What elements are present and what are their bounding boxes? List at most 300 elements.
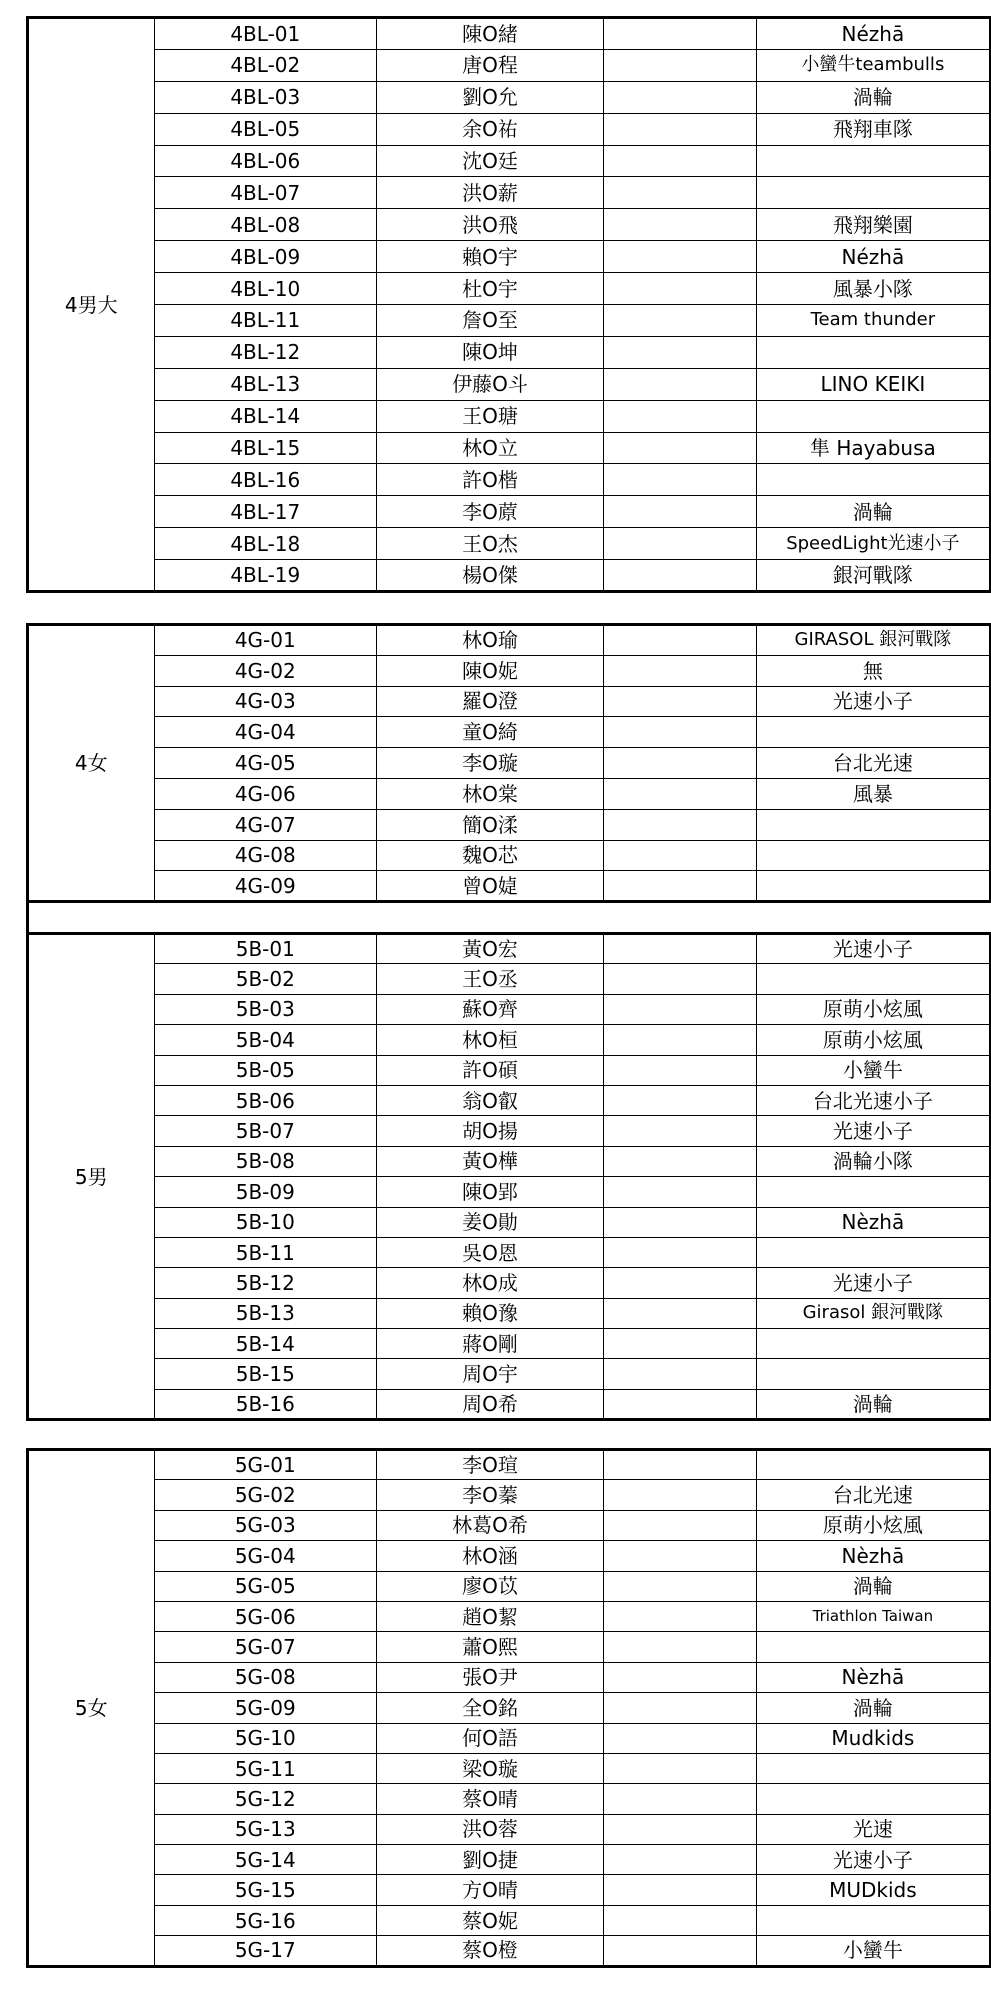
group-table [26,932,991,1421]
team-name: 光速小子 [756,1845,990,1875]
athlete-name: 林O成 [376,1268,603,1298]
athlete-name: 洪O薪 [376,177,603,209]
bib-number: 4BL-18 [154,528,376,560]
blank-cell [604,1723,757,1753]
athlete-name: 王O丞 [376,964,603,994]
athlete-name: 翁O叡 [376,1085,603,1115]
table-row [28,1237,991,1267]
blank-cell [604,871,757,902]
bib-number: 5B-15 [154,1359,376,1389]
bib-number: 5B-14 [154,1329,376,1359]
blank-cell [604,1237,757,1267]
athlete-name: 魏O芯 [376,840,603,871]
blank-cell [604,748,757,779]
table-row [28,81,991,113]
bib-number: 5B-04 [154,1025,376,1055]
table-row [28,1450,991,1480]
bib-number: 4G-08 [154,840,376,871]
bib-number: 5B-11 [154,1237,376,1267]
bib-number: 5B-16 [154,1389,376,1419]
bib-number: 5G-12 [154,1784,376,1814]
team-name [756,1450,990,1480]
athlete-name: 洪O飛 [376,209,603,241]
bib-number: 5G-07 [154,1632,376,1662]
bib-number: 5B-06 [154,1085,376,1115]
blank-cell [604,778,757,809]
team-name: MUDkids [756,1875,990,1905]
athlete-name: 陳O郢 [376,1177,603,1207]
bib-number: 5B-02 [154,964,376,994]
table-row [28,1753,991,1783]
team-name: Nèzhā [756,1207,990,1237]
table-row [28,113,991,145]
athlete-name: 林O涵 [376,1541,603,1571]
table-row [28,336,991,368]
bib-number: 4G-03 [154,686,376,717]
table-row [28,1480,991,1510]
blank-cell [604,273,757,305]
athlete-name: 方O晴 [376,1875,603,1905]
table-row [28,1055,991,1085]
team-name [756,1177,990,1207]
blank-cell [604,1905,757,1935]
team-name: 小蠻牛 [756,1055,990,1085]
team-name [756,400,990,432]
team-name: 風暴 [756,778,990,809]
athlete-name: 唐O程 [376,49,603,81]
team-name [756,717,990,748]
table-row [28,1784,991,1814]
table-row [28,1571,991,1601]
group-label: 5女 [28,1450,155,1967]
team-name: 渦輪 [756,1389,990,1419]
team-name: 台北光速 [756,748,990,779]
bib-number: 5B-03 [154,994,376,1024]
blank-cell [604,432,757,464]
blank-cell [604,1632,757,1662]
athlete-name: 廖O苡 [376,1571,603,1601]
team-name: 飛翔車隊 [756,113,990,145]
athlete-name: 羅O澄 [376,686,603,717]
bib-number: 4BL-10 [154,273,376,305]
blank-cell [604,49,757,81]
team-name [756,1753,990,1783]
athlete-name: 余O祐 [376,113,603,145]
bib-number: 4G-06 [154,778,376,809]
table-row [28,686,991,717]
team-name: 無 [756,655,990,686]
table-row [28,560,991,592]
athlete-name: 張O尹 [376,1662,603,1692]
athlete-name: 詹O至 [376,305,603,337]
athlete-name: 李O璇 [376,748,603,779]
athlete-name: 胡O揚 [376,1116,603,1146]
table-row [28,1116,991,1146]
athlete-name: 王O杰 [376,528,603,560]
team-name [756,1359,990,1389]
table-row [28,1298,991,1328]
athlete-name: 陳O緒 [376,18,603,50]
team-name [756,464,990,496]
table-row [28,145,991,177]
team-name: Team thunder [756,305,990,337]
bib-number: 4BL-17 [154,496,376,528]
bib-number: 5B-13 [154,1298,376,1328]
blank-cell [604,625,757,656]
table-row [28,840,991,871]
table-row [28,1601,991,1631]
team-name: 渦輪 [756,496,990,528]
athlete-name: 何O語 [376,1723,603,1753]
athlete-name: 林O桓 [376,1025,603,1055]
athlete-name: 王O瑭 [376,400,603,432]
bib-number: 5G-04 [154,1541,376,1571]
blank-cell [604,336,757,368]
bib-number: 4BL-06 [154,145,376,177]
athlete-name: 童O綺 [376,717,603,748]
blank-cell [604,1480,757,1510]
team-name: 原萌小炫風 [756,1025,990,1055]
athlete-name: 許O碩 [376,1055,603,1085]
table-row [28,1389,991,1419]
athlete-name: 蘇O齊 [376,994,603,1024]
table-row [28,18,991,50]
team-name: Nézhā [756,241,990,273]
bib-number: 5B-07 [154,1116,376,1146]
blank-cell [604,1177,757,1207]
table-row [28,717,991,748]
team-name: LINO KEIKI [756,368,990,400]
blank-cell [604,1662,757,1692]
bib-number: 5G-06 [154,1601,376,1631]
blank-cell [604,81,757,113]
blank-cell [604,994,757,1024]
bib-number: 4BL-11 [154,305,376,337]
bib-number: 5G-11 [154,1753,376,1783]
blank-cell [604,209,757,241]
team-name: 台北光速 [756,1480,990,1510]
athlete-name: 曾O媫 [376,871,603,902]
athlete-name: 李O蓁 [376,1480,603,1510]
bib-number: 5G-13 [154,1814,376,1844]
blank-cell [604,241,757,273]
table-row [28,1146,991,1176]
athlete-name: 黃O樺 [376,1146,603,1176]
athlete-name: 蔡O妮 [376,1905,603,1935]
team-name: 銀河戰隊 [756,560,990,592]
athlete-name: 蔡O晴 [376,1784,603,1814]
table-row [28,1207,991,1237]
bib-number: 5G-17 [154,1936,376,1966]
bib-number: 5G-10 [154,1723,376,1753]
team-name [756,1329,990,1359]
blank-cell [604,1389,757,1419]
bib-number: 5G-05 [154,1571,376,1601]
table-row [28,1268,991,1298]
team-name: 飛翔樂園 [756,209,990,241]
team-name [756,177,990,209]
blank-cell [604,1571,757,1601]
blank-cell [604,305,757,337]
table-row [28,241,991,273]
blank-cell [604,1541,757,1571]
athlete-name: 周O宇 [376,1359,603,1389]
blank-cell [604,18,757,50]
blank-cell [604,400,757,432]
blank-cell [604,809,757,840]
athlete-name: 李O蒝 [376,496,603,528]
team-name: SpeedLight光速小子 [756,528,990,560]
table-row [28,209,991,241]
athlete-name: 劉O捷 [376,1845,603,1875]
table-row [28,809,991,840]
table-row [28,1329,991,1359]
table-row [28,871,991,902]
athlete-name: 楊O傑 [376,560,603,592]
athlete-name: 蔡O橙 [376,1936,603,1966]
table-row [28,1085,991,1115]
bib-number: 5B-05 [154,1055,376,1085]
blank-cell [604,1359,757,1389]
table-row [28,778,991,809]
athlete-name: 趙O絜 [376,1601,603,1631]
group-label: 5男 [28,934,155,1420]
blank-cell [604,496,757,528]
team-name: Nèzhā [756,1662,990,1692]
team-name: 渦輪 [756,1571,990,1601]
athlete-name: 梁O璇 [376,1753,603,1783]
table-row [28,1814,991,1844]
separator-line [26,899,29,933]
team-name [756,809,990,840]
table-row [28,1177,991,1207]
team-name [756,1237,990,1267]
blank-cell [604,1845,757,1875]
table-row [28,496,991,528]
bib-number: 4BL-05 [154,113,376,145]
blank-cell [604,1298,757,1328]
blank-cell [604,1875,757,1905]
athlete-name: 蔣O剛 [376,1329,603,1359]
bib-number: 4G-05 [154,748,376,779]
table-row [28,1359,991,1389]
blank-cell [604,113,757,145]
bib-number: 5G-14 [154,1845,376,1875]
bib-number: 4BL-19 [154,560,376,592]
bib-number: 4BL-16 [154,464,376,496]
blank-cell [604,1207,757,1237]
bib-number: 4G-01 [154,625,376,656]
athlete-name: 全O銘 [376,1693,603,1723]
team-name: 原萌小炫風 [756,994,990,1024]
bib-number: 4BL-12 [154,336,376,368]
table-row [28,1025,991,1055]
group-table [26,1448,991,1968]
table-row [28,368,991,400]
group-label: 4男大 [28,18,155,592]
athlete-name: 林O棠 [376,778,603,809]
group-table [26,623,991,903]
athlete-name: 許O楷 [376,464,603,496]
team-name [756,1784,990,1814]
blank-cell [604,560,757,592]
table-row [28,655,991,686]
team-name [756,871,990,902]
bib-number: 4BL-15 [154,432,376,464]
team-name: 光速 [756,1814,990,1844]
blank-cell [604,528,757,560]
athlete-name: 李O瑄 [376,1450,603,1480]
bib-number: 5G-02 [154,1480,376,1510]
bib-number: 5G-08 [154,1662,376,1692]
athlete-name: 林O立 [376,432,603,464]
team-name: 小蠻牛teambulls [756,49,990,81]
blank-cell [604,1450,757,1480]
bib-number: 4G-09 [154,871,376,902]
bib-number: 4BL-07 [154,177,376,209]
team-name [756,1632,990,1662]
group-label: 4女 [28,625,155,902]
blank-cell [604,1116,757,1146]
blank-cell [604,464,757,496]
bib-number: 4BL-13 [154,368,376,400]
bib-number: 5G-01 [154,1450,376,1480]
table-row [28,1845,991,1875]
table-row [28,1632,991,1662]
blank-cell [604,1814,757,1844]
bib-number: 5B-01 [154,934,376,964]
table-row [28,1723,991,1753]
table-row [28,1662,991,1692]
athlete-name: 杜O宇 [376,273,603,305]
athlete-name: 沈O廷 [376,145,603,177]
blank-cell [604,1085,757,1115]
team-name: 光速小子 [756,1116,990,1146]
blank-cell [604,177,757,209]
athlete-name: 蕭O熙 [376,1632,603,1662]
blank-cell [604,1784,757,1814]
blank-cell [604,1146,757,1176]
athlete-name: 賴O宇 [376,241,603,273]
blank-cell [604,1055,757,1085]
blank-cell [604,1693,757,1723]
team-name [756,336,990,368]
blank-cell [604,717,757,748]
bib-number: 5G-16 [154,1905,376,1935]
table-row [28,625,991,656]
athlete-name: 伊藤O斗 [376,368,603,400]
athlete-name: 吳O恩 [376,1237,603,1267]
athlete-name: 林葛O希 [376,1510,603,1540]
team-name: 風暴小隊 [756,273,990,305]
bib-number: 4BL-09 [154,241,376,273]
table-row [28,1541,991,1571]
team-name [756,840,990,871]
blank-cell [604,934,757,964]
blank-cell [604,655,757,686]
table-row [28,464,991,496]
table-row [28,305,991,337]
table-row [28,748,991,779]
team-name: 小蠻牛 [756,1936,990,1966]
table-row [28,49,991,81]
table-row [28,964,991,994]
group-table [26,16,991,593]
bib-number: 5B-10 [154,1207,376,1237]
athlete-name: 黃O宏 [376,934,603,964]
bib-number: 4BL-03 [154,81,376,113]
bib-number: 4BL-08 [154,209,376,241]
team-name: GIRASOL 銀河戰隊 [756,625,990,656]
team-name: Nèzhā [756,1541,990,1571]
blank-cell [604,1329,757,1359]
athlete-name: 賴O豫 [376,1298,603,1328]
bib-number: 5B-09 [154,1177,376,1207]
athlete-name: 陳O坤 [376,336,603,368]
team-name: 渦輪 [756,1693,990,1723]
team-name: 光速小子 [756,934,990,964]
bib-number: 4BL-02 [154,49,376,81]
athlete-name: 姜O勛 [376,1207,603,1237]
table-row [28,994,991,1024]
bib-number: 4BL-01 [154,18,376,50]
team-name: Girasol 銀河戰隊 [756,1298,990,1328]
bib-number: 4G-07 [154,809,376,840]
blank-cell [604,368,757,400]
athlete-name: 林O瑜 [376,625,603,656]
blank-cell [604,1601,757,1631]
athlete-name: 洪O蓉 [376,1814,603,1844]
team-name: Nézhā [756,18,990,50]
table-row [28,934,991,964]
bib-number: 5B-12 [154,1268,376,1298]
team-name: 光速小子 [756,1268,990,1298]
table-row [28,177,991,209]
team-name: 光速小子 [756,686,990,717]
table-row [28,400,991,432]
table-row [28,273,991,305]
blank-cell [604,1936,757,1966]
athlete-name: 劉O允 [376,81,603,113]
blank-cell [604,1510,757,1540]
blank-cell [604,1268,757,1298]
athlete-name: 周O希 [376,1389,603,1419]
table-row [28,1693,991,1723]
team-name: 渦輪小隊 [756,1146,990,1176]
blank-cell [604,1025,757,1055]
bib-number: 4G-02 [154,655,376,686]
table-row [28,528,991,560]
table-row [28,432,991,464]
blank-cell [604,145,757,177]
team-name: Mudkids [756,1723,990,1753]
team-name: Triathlon Taiwan [756,1601,990,1631]
team-name [756,145,990,177]
athlete-name: 簡O渘 [376,809,603,840]
blank-cell [604,686,757,717]
team-name: 原萌小炫風 [756,1510,990,1540]
athlete-name: 陳O妮 [376,655,603,686]
bib-number: 5B-08 [154,1146,376,1176]
table-row [28,1905,991,1935]
blank-cell [604,840,757,871]
bib-number: 5G-03 [154,1510,376,1540]
team-name [756,964,990,994]
team-name: 渦輪 [756,81,990,113]
table-row [28,1936,991,1966]
bib-number: 4G-04 [154,717,376,748]
bib-number: 5G-15 [154,1875,376,1905]
